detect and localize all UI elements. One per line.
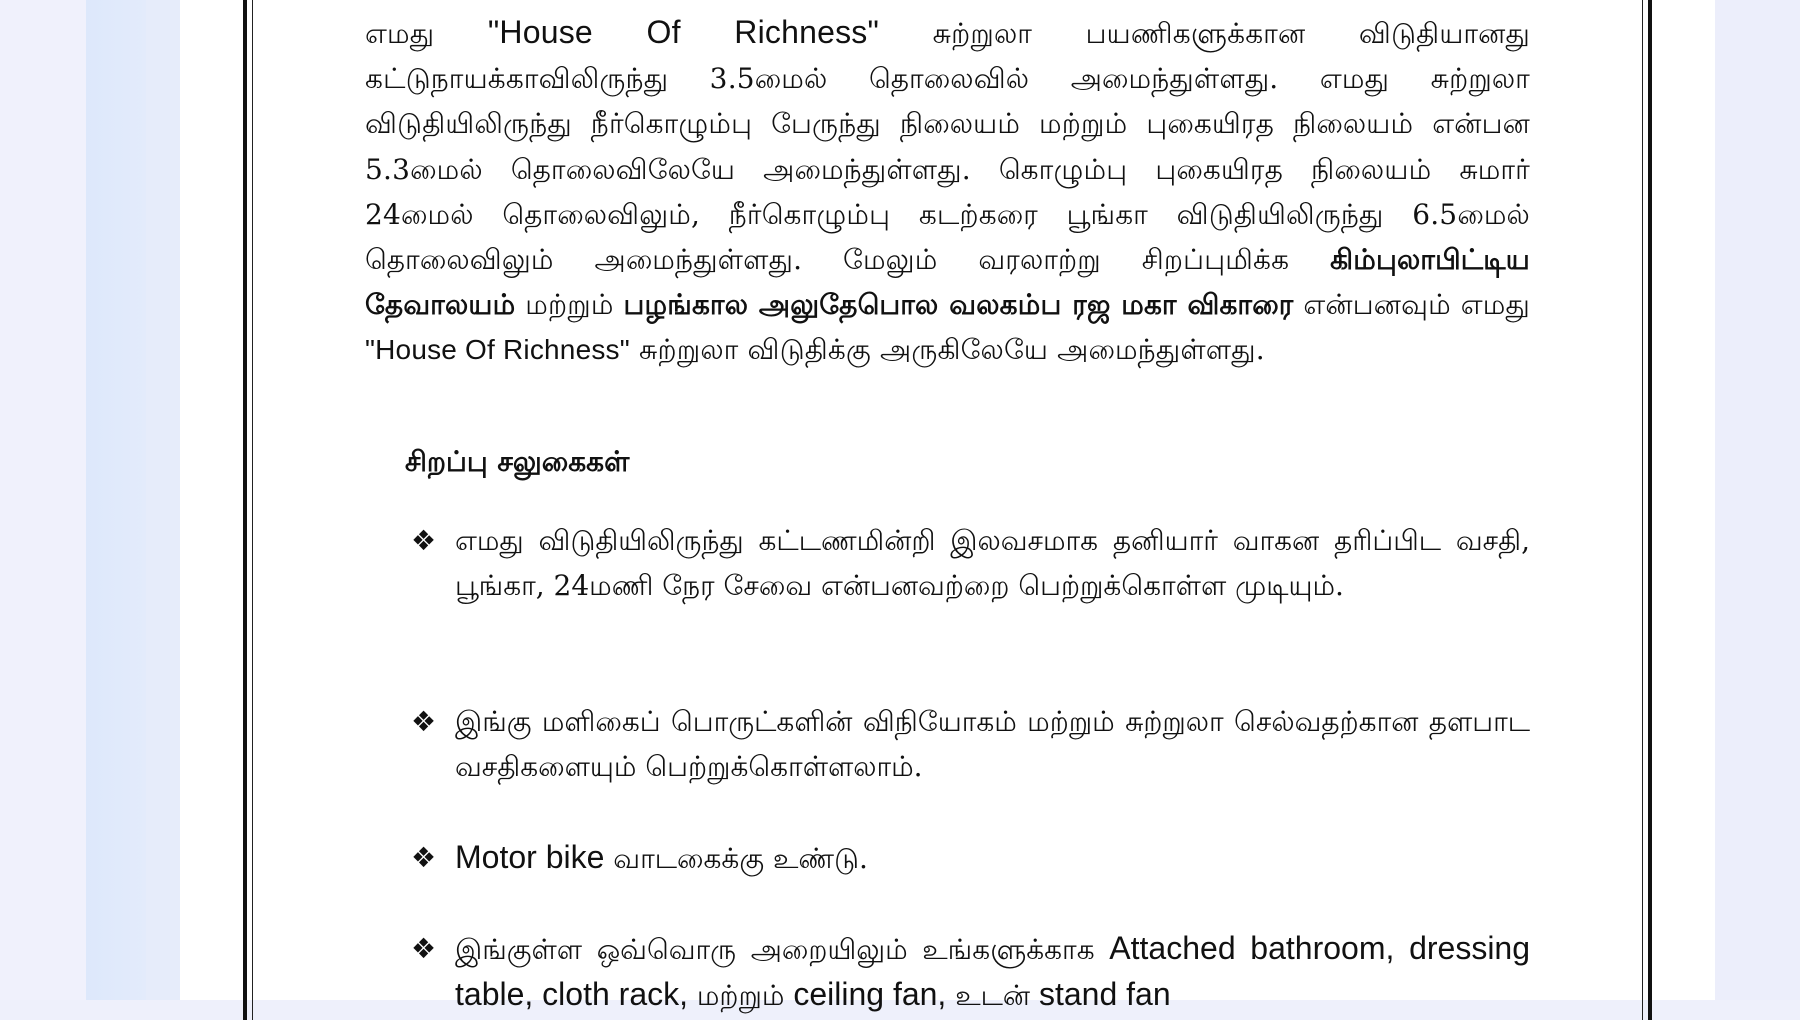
feature-text: வாடகைக்கு உண்டு. bbox=[604, 842, 868, 875]
hotel-name: "House Of Richness" bbox=[487, 14, 880, 50]
intro-text-4: சுற்றுலா விடுதிக்கு அருகிலேயே அமைந்துள்ளது. bbox=[629, 333, 1265, 367]
feature-latin-text: ceiling fan, bbox=[793, 976, 947, 1013]
four-diamond-bullet-icon: ❖ bbox=[411, 524, 437, 557]
feature-latin-text: dressing table, cloth rack, bbox=[455, 930, 1531, 1013]
intro-text-3: என்பனவும் எமது bbox=[1293, 288, 1530, 322]
church-name: கிம்புலாபிட்டிய தேவாலயம் bbox=[365, 243, 1530, 322]
background-left-strip bbox=[86, 0, 180, 1000]
list-item bbox=[411, 926, 1531, 1018]
feature-text: உடன் bbox=[946, 979, 1039, 1013]
four-diamond-bullet-icon: ❖ bbox=[411, 841, 437, 874]
background-right bbox=[1715, 0, 1800, 1000]
features-heading: சிறப்பு சலுகைகள் bbox=[405, 445, 630, 478]
feature-latin-text: Motor bike bbox=[455, 839, 605, 875]
feature-text: இங்கு மளிகைப் பொருட்களின் விநியோகம் மற்றும் சுற்றுலா செல்வதற்கான தளபாட வசதிகளையும் பெற்றுக்கொள்ளலாம். bbox=[455, 705, 1530, 784]
intro-prefix: எமது bbox=[365, 17, 488, 50]
list-item bbox=[411, 835, 1530, 881]
hotel-name-2: "House Of Richness" bbox=[365, 334, 630, 366]
feature-latin-text: Attached bathroom, bbox=[1109, 930, 1395, 966]
feature-text: மற்றும் bbox=[688, 979, 794, 1013]
four-diamond-bullet-icon: ❖ bbox=[411, 705, 437, 738]
four-diamond-bullet-icon: ❖ bbox=[411, 932, 437, 965]
temple-name: பழங்கால அலுதேபொல வலகம்ப ரஜ மகா விகாரை bbox=[623, 288, 1294, 322]
list-item bbox=[411, 699, 1530, 789]
feature-latin-text: stand fan bbox=[1038, 976, 1171, 1013]
feature-text: இங்குள்ள ஒவ்வொரு அறையிலும் உங்களுக்காக bbox=[455, 933, 1110, 966]
intro-paragraph bbox=[365, 10, 1530, 373]
list-item bbox=[411, 518, 1530, 608]
intro-text-1: சுற்றுலா பயணிகளுக்கான விடுதியானது கட்டுநாயக்காவிலிருந்து 3.5மைல் தொலைவில் அமைந்துள்ளது. எமது சுற்றுலா விடுதியிலிருந்து நீர்கொழும்பு பேருந்து நிலையம் மற்றும் புகையிரத நிலையம் என்பன 5.3மைல் தொலைவிலேயே அமைந்துள்ளது. கொழும்பு புகையிரத நிலையம் சுமார் 24மைல் தொலைவிலும், நீர்கொழும்பு கடற்கரை பூங்கா விடுதியிலிருந்து 6.5மைல் தொலைவிலும் அமைந்துள்ளது. மேலும் வரலாற்று சிறப்புமிக்க bbox=[365, 17, 1530, 277]
document-content bbox=[365, 10, 1531, 1013]
intro-text-2: மற்றும் bbox=[515, 288, 624, 322]
feature-text: எமது விடுதியிலிருந்து கட்டணமின்றி இலவசமாக தனியார் வாகன தரிப்பிட வசதி, பூங்கா, 24மணி நேர சேவை என்பனவற்றை பெற்றுக்கொள்ள முடியும். bbox=[455, 524, 1530, 603]
